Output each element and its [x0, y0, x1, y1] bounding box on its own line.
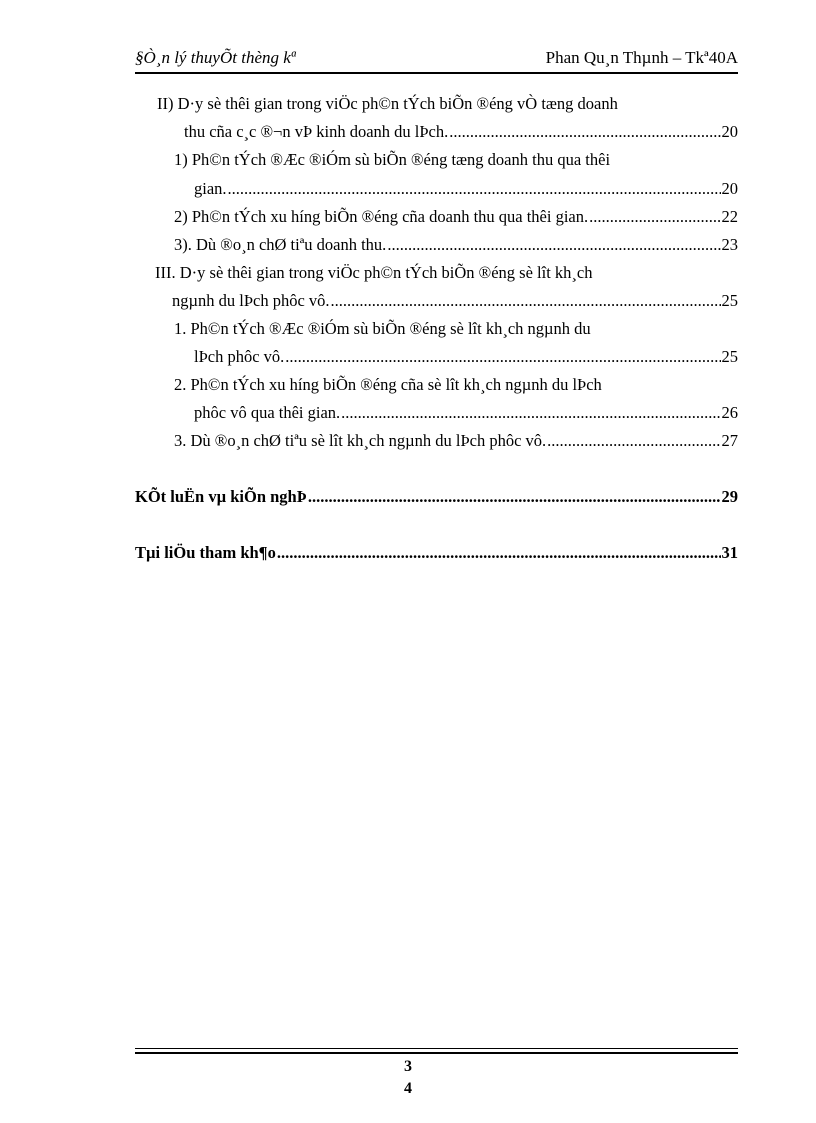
toc-entry-2-1-line2[interactable]: gian. ..... 20	[194, 179, 738, 199]
page-number-a: 3	[404, 1058, 412, 1075]
toc-entry-section-3-line1[interactable]: III. D·y sè thêi gian trong viÖc ph©n tÝch biÕn ®éng sè lît kh¸ch	[155, 263, 593, 282]
leader-dots	[277, 543, 721, 563]
header-rule	[135, 72, 738, 74]
toc-entry-3-2-line1[interactable]: 2. Ph©n tÝch xu híng biÕn ®éng cña sè lît kh¸ch ngµnh du lÞch	[174, 375, 602, 394]
toc-entry-2-2[interactable]: 2) Ph©n tÝch xu híng biÕn ®éng cña doanh thu qua thêi gian. ..... 22	[174, 207, 738, 227]
header-subject: §Ò¸n lý thuyÕt thèng kª	[135, 48, 296, 67]
leader-dots	[308, 487, 721, 507]
leader-dots	[547, 431, 720, 451]
toc-entry-conclusion[interactable]: KÕt luËn vµ kiÕn nghÞ ..... 29	[135, 487, 738, 507]
header-author: Phan Qu¸n Thµnh – Tkª40A	[545, 48, 738, 67]
leader-dots	[449, 122, 720, 142]
toc-page-number: 23	[721, 235, 738, 254]
toc-entry-3-3[interactable]: 3. Dù ®o¸n chØ tiªu sè lît kh¸ch ngµnh du lÞch phôc vô. ..... 27	[174, 431, 738, 451]
leader-dots	[387, 235, 720, 255]
toc-entry-2-3[interactable]: 3). Dù ®o¸n chØ tiªu doanh thu. ..... 23	[174, 235, 738, 255]
toc-page-number: 25	[721, 291, 738, 310]
toc-entry-section-2-line1[interactable]: II) D·y sè thêi gian trong viÖc ph©n tÝch biÕn ®éng vÒ tæng doanh	[157, 94, 618, 113]
leader-dots	[285, 347, 720, 367]
toc-page-number: 22	[721, 207, 738, 226]
toc-entry-section-2-line2[interactable]: thu cña c¸c ®¬n vÞ kinh doanh du lÞch. ..... 20	[184, 122, 738, 142]
toc-page-number: 29	[721, 487, 738, 506]
leader-dots	[589, 207, 720, 227]
toc-page-number: 25	[721, 347, 738, 366]
toc-entry-references[interactable]: Tµi liÖu tham kh¶o ..... 31	[135, 543, 738, 563]
footer-rule-thick	[135, 1052, 738, 1054]
page-number-b: 4	[404, 1080, 412, 1097]
toc-page-number: 20	[721, 122, 738, 141]
toc-entry-3-1-line2[interactable]: lÞch phôc vô. ..... 25	[194, 347, 738, 367]
toc-page-number: 31	[721, 543, 738, 562]
toc-entry-3-1-line1[interactable]: 1. Ph©n tÝch ®Æc ®iÓm sù biÕn ®éng sè lît kh¸ch ngµnh du	[174, 319, 591, 338]
toc-page-number: 27	[721, 431, 738, 450]
toc-page-number: 20	[721, 179, 738, 198]
leader-dots	[228, 179, 721, 199]
toc-page-number: 26	[721, 403, 738, 422]
toc-entry-2-1-line1[interactable]: 1) Ph©n tÝch ®Æc ®iÓm sù biÕn ®éng tæng doanh thu qua thêi	[174, 150, 611, 169]
page-header	[135, 48, 738, 72]
toc-entry-3-2-line2[interactable]: phôc vô qua thêi gian. ..... 26	[194, 403, 738, 423]
footer-rule-thin	[135, 1048, 738, 1049]
leader-dots	[341, 403, 720, 423]
leader-dots	[331, 291, 721, 311]
toc-entry-section-3-line2[interactable]: ngµnh du lÞch phôc vô. ..... 25	[172, 291, 738, 311]
